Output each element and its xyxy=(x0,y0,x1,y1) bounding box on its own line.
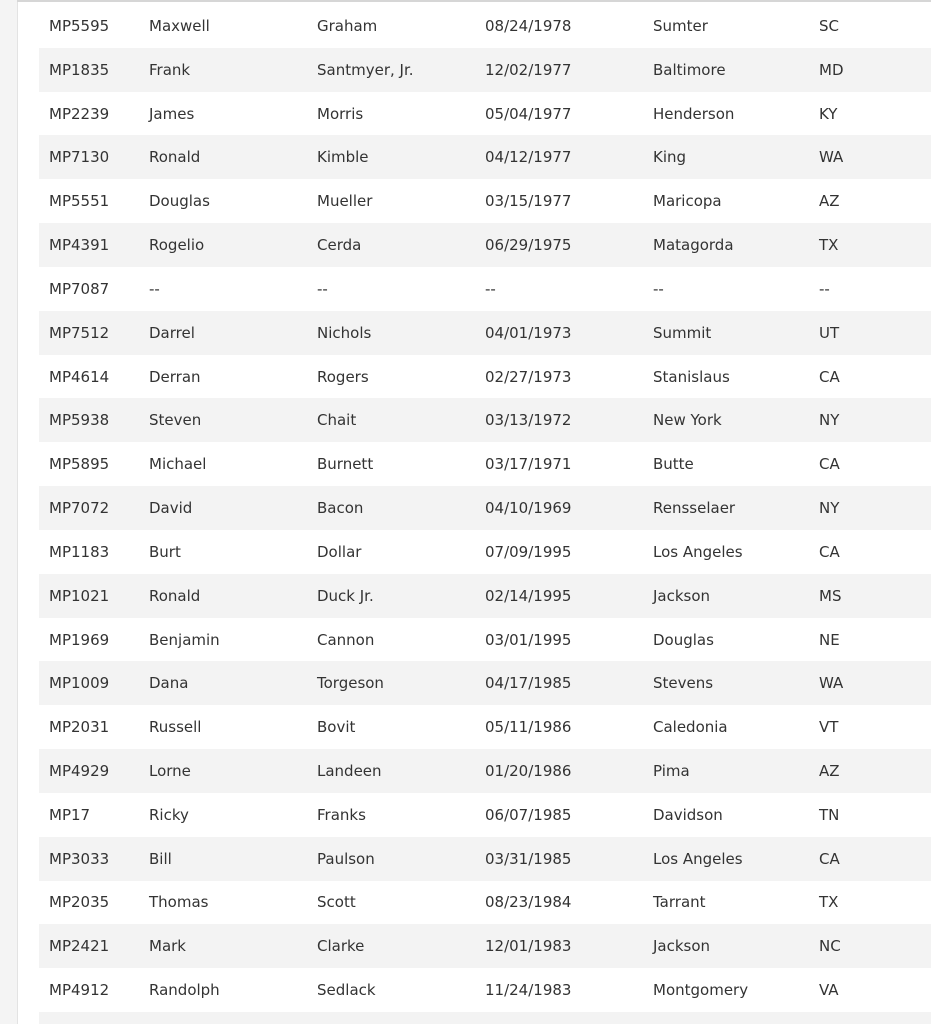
table-row[interactable] xyxy=(39,968,931,1012)
table-row[interactable] xyxy=(39,311,931,355)
case-id-cell[interactable]: MP2035 xyxy=(49,893,110,912)
county-cell: Jackson xyxy=(653,937,711,956)
state-cell: VT xyxy=(819,718,839,737)
date-cell: 05/04/1977 xyxy=(485,104,572,123)
date-cell: 02/27/1973 xyxy=(485,367,572,386)
date-cell: 12/01/1983 xyxy=(485,937,572,956)
table-row[interactable] xyxy=(39,179,931,223)
case-id-cell[interactable]: MP5895 xyxy=(49,455,110,474)
case-id-cell[interactable]: MP2421 xyxy=(49,937,110,956)
case-id-cell[interactable]: MP1021 xyxy=(49,586,110,605)
first-name-cell: Rogelio xyxy=(149,236,205,255)
case-id-cell[interactable]: MP5595 xyxy=(49,16,110,35)
first-name-cell: Steven xyxy=(149,411,202,430)
last-name-cell: Graham xyxy=(317,16,378,35)
date-cell: -- xyxy=(485,279,496,298)
state-cell: NE xyxy=(819,630,840,649)
case-id-cell[interactable]: MP3033 xyxy=(49,849,110,868)
date-cell: 03/15/1977 xyxy=(485,192,572,211)
case-id-cell[interactable]: MP7087 xyxy=(49,279,110,298)
case-id-cell[interactable]: MP2239 xyxy=(49,104,110,123)
county-cell: Matagorda xyxy=(653,236,734,255)
county-cell: Baltimore xyxy=(653,60,726,79)
first-name-cell: Douglas xyxy=(149,192,210,211)
county-cell: Stanislaus xyxy=(653,367,730,386)
state-cell: WA xyxy=(819,674,844,693)
state-cell: WA xyxy=(819,148,844,167)
first-name-cell: Lorne xyxy=(149,761,191,780)
state-cell: VA xyxy=(819,981,839,1000)
table-row[interactable] xyxy=(39,442,931,486)
first-name-cell: James xyxy=(149,104,195,123)
county-cell: New York xyxy=(653,411,722,430)
table-row[interactable] xyxy=(39,398,931,442)
table-row[interactable] xyxy=(39,749,931,793)
state-cell: KY xyxy=(819,104,838,123)
left-sidebar-edge xyxy=(0,0,18,1024)
county-cell: Tarrant xyxy=(653,893,706,912)
table-row[interactable] xyxy=(39,574,931,618)
records-table xyxy=(39,4,931,1024)
case-id-cell[interactable]: MP4614 xyxy=(49,367,110,386)
first-name-cell: Mark xyxy=(149,937,186,956)
last-name-cell: Kimble xyxy=(317,148,369,167)
first-name-cell: Burt xyxy=(149,542,181,561)
last-name-cell: Scott xyxy=(317,893,356,912)
table-row[interactable] xyxy=(39,267,931,311)
first-name-cell: Frank xyxy=(149,60,191,79)
table-row[interactable] xyxy=(39,881,931,925)
first-name-cell: Russell xyxy=(149,718,202,737)
county-cell: Summit xyxy=(653,323,712,342)
state-cell: CA xyxy=(819,849,840,868)
case-id-cell[interactable]: MP17 xyxy=(49,805,91,824)
first-name-cell: Ronald xyxy=(149,148,201,167)
date-cell: 04/12/1977 xyxy=(485,148,572,167)
table-row[interactable] xyxy=(39,48,931,92)
table-row[interactable] xyxy=(39,530,931,574)
last-name-cell: Mueller xyxy=(317,192,373,211)
county-cell: Jackson xyxy=(653,586,711,605)
county-cell: Montgomery xyxy=(653,981,749,1000)
date-cell: 04/17/1985 xyxy=(485,674,572,693)
table-row[interactable] xyxy=(39,618,931,662)
table-row[interactable] xyxy=(39,1012,931,1024)
case-id-cell[interactable]: MP1009 xyxy=(49,674,110,693)
first-name-cell: Ricky xyxy=(149,805,189,824)
first-name-cell: Randolph xyxy=(149,981,220,1000)
state-cell: MS xyxy=(819,586,842,605)
state-cell: NY xyxy=(819,499,840,518)
last-name-cell: Torgeson xyxy=(317,674,384,693)
county-cell: Stevens xyxy=(653,674,714,693)
table-row[interactable] xyxy=(39,661,931,705)
first-name-cell: Maxwell xyxy=(149,16,210,35)
first-name-cell: Bill xyxy=(149,849,172,868)
table-row[interactable] xyxy=(39,92,931,136)
state-cell: AZ xyxy=(819,761,840,780)
last-name-cell: Duck Jr. xyxy=(317,586,374,605)
county-cell: Pima xyxy=(653,761,690,780)
last-name-cell: Bacon xyxy=(317,499,364,518)
date-cell: 11/24/1983 xyxy=(485,981,572,1000)
state-cell: CA xyxy=(819,367,840,386)
date-cell: 03/13/1972 xyxy=(485,411,572,430)
date-cell: 03/01/1995 xyxy=(485,630,572,649)
county-cell: Sumter xyxy=(653,16,708,35)
state-cell: MD xyxy=(819,60,844,79)
case-id-cell[interactable]: MP4391 xyxy=(49,236,110,255)
county-cell: Los Angeles xyxy=(653,849,743,868)
state-cell: NY xyxy=(819,411,840,430)
state-cell: SC xyxy=(819,16,839,35)
case-id-cell[interactable]: MP5551 xyxy=(49,192,110,211)
last-name-cell: Franks xyxy=(317,805,366,824)
county-cell: Los Angeles xyxy=(653,542,743,561)
state-cell: -- xyxy=(819,279,830,298)
county-cell: Douglas xyxy=(653,630,714,649)
case-id-cell[interactable]: MP4929 xyxy=(49,761,110,780)
state-cell: AZ xyxy=(819,192,840,211)
date-cell: 04/01/1973 xyxy=(485,323,572,342)
last-name-cell: Landeen xyxy=(317,761,382,780)
first-name-cell: Darrel xyxy=(149,323,195,342)
case-id-cell[interactable]: MP7512 xyxy=(49,323,110,342)
date-cell: 03/17/1971 xyxy=(485,455,572,474)
last-name-cell: Clarke xyxy=(317,937,365,956)
county-cell: King xyxy=(653,148,687,167)
last-name-cell: Sedlack xyxy=(317,981,376,1000)
first-name-cell: -- xyxy=(149,279,160,298)
date-cell: 04/10/1969 xyxy=(485,499,572,518)
state-cell: TX xyxy=(819,893,839,912)
table-row[interactable] xyxy=(39,924,931,968)
case-id-cell[interactable]: MP7130 xyxy=(49,148,110,167)
last-name-cell: -- xyxy=(317,279,328,298)
last-name-cell: Dollar xyxy=(317,542,362,561)
table-row[interactable] xyxy=(39,705,931,749)
county-cell: Butte xyxy=(653,455,694,474)
state-cell: TN xyxy=(819,805,840,824)
date-cell: 06/29/1975 xyxy=(485,236,572,255)
case-id-cell[interactable]: MP4912 xyxy=(49,981,110,1000)
county-cell: Rensselaer xyxy=(653,499,736,518)
first-name-cell: Benjamin xyxy=(149,630,220,649)
first-name-cell: David xyxy=(149,499,193,518)
last-name-cell: Bovit xyxy=(317,718,356,737)
first-name-cell: Derran xyxy=(149,367,201,386)
state-cell: NC xyxy=(819,937,841,956)
last-name-cell: Nichols xyxy=(317,323,372,342)
date-cell: 05/11/1986 xyxy=(485,718,572,737)
date-cell: 08/24/1978 xyxy=(485,16,572,35)
first-name-cell: Michael xyxy=(149,455,207,474)
top-divider xyxy=(17,0,931,2)
county-cell: -- xyxy=(653,279,664,298)
county-cell: Davidson xyxy=(653,805,723,824)
county-cell: Maricopa xyxy=(653,192,722,211)
table-row[interactable] xyxy=(39,223,931,267)
date-cell: 03/31/1985 xyxy=(485,849,572,868)
table-row[interactable] xyxy=(39,4,931,48)
first-name-cell: Ronald xyxy=(149,586,201,605)
last-name-cell: Cerda xyxy=(317,236,362,255)
table-row[interactable] xyxy=(39,486,931,530)
date-cell: 08/23/1984 xyxy=(485,893,572,912)
county-cell: Caledonia xyxy=(653,718,728,737)
table-row[interactable] xyxy=(39,135,931,179)
state-cell: CA xyxy=(819,455,840,474)
state-cell: TX xyxy=(819,236,839,255)
case-id-cell[interactable]: MP1183 xyxy=(49,542,110,561)
last-name-cell: Paulson xyxy=(317,849,375,868)
state-cell: CA xyxy=(819,542,840,561)
date-cell: 02/14/1995 xyxy=(485,586,572,605)
last-name-cell: Morris xyxy=(317,104,364,123)
case-id-cell[interactable]: MP1969 xyxy=(49,630,110,649)
last-name-cell: Chait xyxy=(317,411,357,430)
last-name-cell: Santmyer, Jr. xyxy=(317,60,414,79)
date-cell: 07/09/1995 xyxy=(485,542,572,561)
table-row[interactable] xyxy=(39,793,931,837)
first-name-cell: Dana xyxy=(149,674,189,693)
last-name-cell: Rogers xyxy=(317,367,369,386)
table-row[interactable] xyxy=(39,837,931,881)
date-cell: 01/20/1986 xyxy=(485,761,572,780)
last-name-cell: Burnett xyxy=(317,455,374,474)
case-id-cell[interactable]: MP2031 xyxy=(49,718,110,737)
last-name-cell: Cannon xyxy=(317,630,375,649)
case-id-cell[interactable]: MP7072 xyxy=(49,499,110,518)
case-id-cell[interactable]: MP5938 xyxy=(49,411,110,430)
first-name-cell: Thomas xyxy=(149,893,209,912)
table-row[interactable] xyxy=(39,355,931,399)
state-cell: UT xyxy=(819,323,840,342)
county-cell: Henderson xyxy=(653,104,735,123)
date-cell: 12/02/1977 xyxy=(485,60,572,79)
date-cell: 06/07/1985 xyxy=(485,805,572,824)
case-id-cell[interactable]: MP1835 xyxy=(49,60,110,79)
